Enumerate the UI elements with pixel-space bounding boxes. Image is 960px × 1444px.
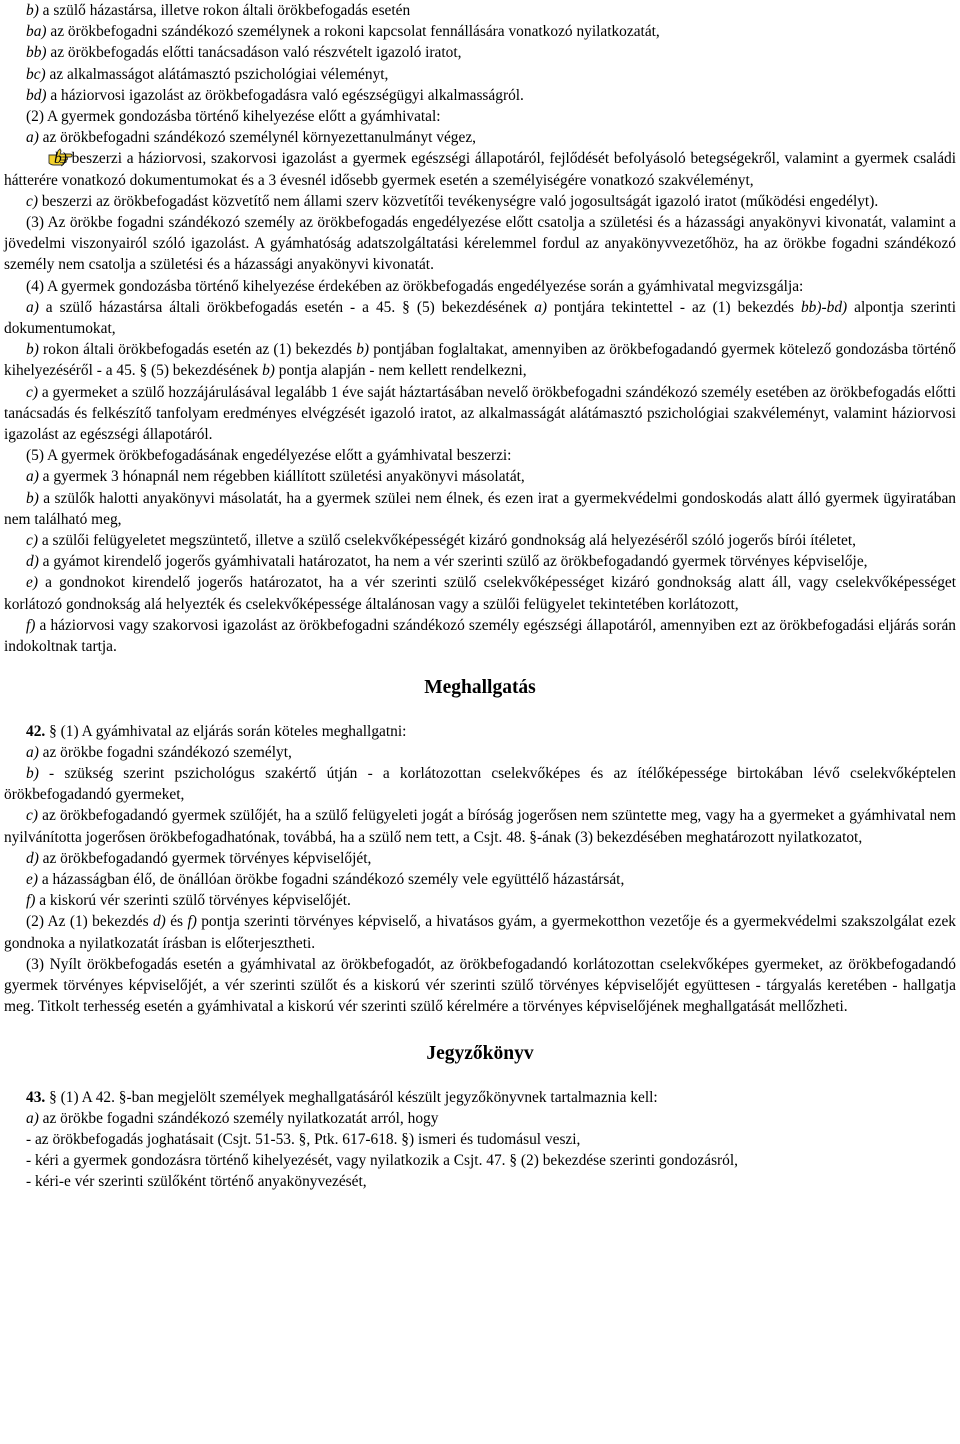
item-text: rokon általi örökbefogadás esetén az (1) bekezdés: [38, 341, 357, 359]
item-43a: [4, 1108, 956, 1129]
item-42f: [4, 890, 956, 911]
item-label: b): [26, 764, 39, 782]
paragraph-5: (5) A gyermek örökbefogadásának engedélyezése előtt a gyámhivatal beszerzi:: [26, 447, 512, 465]
item-label: ba): [26, 23, 47, 41]
item-text: az örökbefogadni szándékozó személynek a rokoni kapcsolat fennállására vonatkozó nyilatkozatát,: [46, 23, 660, 41]
ref-label: a): [534, 298, 548, 316]
item-label: f): [26, 616, 36, 634]
item-label: bb): [26, 44, 47, 62]
item-42b: [4, 763, 956, 805]
item-label: b): [54, 150, 67, 168]
item-text: a szülők halotti anyakönyvi másolatát, ha a gyermek szülei nem élnek, és ezen irat a gyermekvédelmi gondoskodás alatt álló gyermek ügyiratában nem található meg,: [4, 489, 956, 528]
item-text: a szülő házastársa, illetve rokon általi örökbefogadás esetén: [38, 2, 411, 19]
item-text: - szükség szerint pszichológus szakértő útján - a korlátozottan cselekvőképes és az ítélőképessége birtokában lévő cselekvőképtelen örökbefogadandó gyermeket,: [4, 764, 956, 804]
item-ba: [4, 21, 956, 42]
item-label: c): [26, 807, 38, 825]
item-text: a gyermek 3 hónapnál nem régebben kiállított születési anyakönyvi másolatát,: [38, 468, 525, 486]
paragraph-42-2: [4, 911, 956, 953]
item-text: a háziorvosi vagy szakorvosi igazolást az örökbefogadni szándékozó személy egészségi állapotáról, amennyiben ezt az örökbefogadási eljárás során indokoltnak tartja.: [4, 616, 956, 656]
item-text: § (1) A gyámhivatal az eljárás során köteles meghallgatni:: [45, 722, 407, 740]
item-label: e): [26, 574, 38, 592]
section-number: 43.: [26, 1088, 46, 1106]
item-text: beszerzi az örökbefogadást közvetítő nem állami szerv közvetítői tevékenységre való jogosultságát igazoló iratot (működési engedélyt).: [37, 192, 879, 210]
item-4b: [4, 339, 956, 381]
item-text: (2) Az (1) bekezdés: [26, 913, 153, 931]
item-text: az örökbe fogadni szándékozó személy nyilatkozatát arról, hogy: [38, 1109, 439, 1127]
item-text: és: [165, 913, 188, 931]
item-text: a gyámot kirendelő jogerős gyámhivatali határozatot, ha nem a vér szerinti szülő az örökbefogadandó gyermek törvényes képviselője,: [38, 553, 868, 571]
section-43-intro: [4, 1087, 956, 1108]
item-label: a): [26, 743, 39, 761]
ref-label: d): [152, 913, 166, 931]
paragraph-2: (2) A gyermek gondozásba történő kihelyezése előtt a gyámhivatal:: [26, 108, 441, 126]
paragraph-42-3: (3) Nyílt örökbefogadás esetén a gyámhivatal az örökbefogadót, az örökbefogadandó korlátozottan cselekvőképes gyermeket, az örökbefogadandó gyermek törvényes képviselőjét, a vér szerinti szülőt és a kiskorú vér szerinti szülő törvényes képviselőjét együttesen - tárgyalás keretében - hallgatja meg. Titkolt terhesség esetén a gyámhivatal a kiskorú vér szerinti szülő kérelmére a törvényes képviselőjének meghallgatását mellőzheti.: [4, 955, 956, 1016]
ref-label: b): [356, 341, 370, 359]
item-4a: [4, 297, 956, 339]
item-text: a kiskorú vér szerinti szülő törvényes képviselőjét.: [35, 892, 351, 910]
item-text: az örökbefogadandó gyermek szülőjét, ha a szülő felügyeleti jogát a bíróság jogerősen nem szüntette meg, vagy ha a gyermeket a gyámhivatal nem nyilvánította jogerősen örökbefogadhatónak, továbbá, ha a szülő nem tett, a Csjt. 48. §-ának (3) bekezdésében meghatározott nyilatkozatot,: [4, 807, 956, 846]
item-bd: [4, 85, 956, 106]
item-text: az örökbefogadandó gyermek törvényes képviselőjét,: [38, 849, 372, 867]
item-42e: [4, 869, 956, 890]
item-5f: [4, 615, 956, 657]
item-label: c): [26, 192, 38, 210]
pointing-hand-icon[interactable]: [26, 148, 52, 166]
item-text: a szülői felügyeletet megszüntető, illetve a szülő cselekvőképességét kizáró gondnokság alá helyezéséről szóló jogerős bírói ítéletet,: [37, 532, 856, 550]
item-2a: [4, 127, 956, 148]
item-text: az örökbe fogadni szándékozó személyt,: [38, 743, 292, 761]
item-text: az örökbefogadás előtti tanácsadáson való részvételt igazoló iratot,: [46, 44, 462, 62]
item-text: beszerzi a háziorvosi, szakorvosi igazolást a gyermek egészségi állapotáról, fejlődését befolyásoló betegségekről, valamint a gyermek családi hátterére vonatkozó dokumentumokat és a 3 évesnél idősebb gyermek esetén a személyiségére vonatkozó szakvéleményt,: [4, 150, 956, 189]
item-label: b): [26, 2, 39, 19]
item-2c: [4, 191, 956, 212]
dash-item: - kéri-e vér szerinti szülőként történő anyakönyvezését,: [26, 1173, 367, 1191]
section-heading-meghallgatas: Meghallgatás: [424, 677, 536, 699]
item-text: az örökbefogadni szándékozó személynél környezettanulmányt végez,: [38, 129, 476, 147]
item-text: az alkalmasságot alátámasztó pszichológiai véleményt,: [45, 65, 389, 83]
item-text: a szülő házastársa általi örökbefogadás esetén - a 45. § (5) bekezdésének: [38, 298, 535, 316]
item-label: e): [26, 870, 38, 888]
item-4c: [4, 382, 956, 446]
item-text: pontjában foglaltakat, amennyiben az örökbefogadandó gyermek kötelező gondozásba történő kihelyezéséről - a 45. § (5) bekezdésének: [4, 341, 956, 380]
item-5c: [4, 530, 956, 551]
item-label: c): [26, 383, 38, 401]
item-text: a házasságban élő, de önállóan örökbe fogadni szándékozó személy vele együttélő házastársát,: [37, 870, 625, 888]
item-label: d): [26, 553, 39, 571]
item-label: a): [26, 468, 39, 486]
dash-item: - kéri a gyermek gondozásra történő kihelyezését, vagy nyilatkozik a Csjt. 47. § (2) bekezdése szerinti gondozásról,: [26, 1152, 739, 1170]
item-5a: [4, 466, 956, 487]
item-42a: [4, 742, 956, 763]
item-label: f): [26, 892, 36, 910]
item-text: pontjára tekintettel - az (1) bekezdés: [547, 298, 801, 316]
item-text: § (1) A 42. §-ban megjelölt személyek meghallgatásáról készült jegyzőkönyvnek tartalmaznia kell:: [45, 1088, 658, 1106]
item-label: a): [26, 1109, 39, 1127]
item-42c: [4, 805, 956, 847]
item-text: pontja szerinti törvényes képviselő, a hivatásos gyám, a gyermekotthon vezetője és a gyermekvédelmi szakszolgálat ezek gondnoka a nyilatkozatát írásban is előterjesztheti.: [4, 913, 956, 952]
item-text: a háziorvosi igazolást az örökbefogadásra való egészségügyi alkalmasságról.: [46, 86, 524, 104]
item-text: a gondnokot kirendelő jogerős határozatot, ha a vér szerinti szülő cselekvőképességet kizáró gondnokság alatt áll, vagy cselekvőképességet korlátozó gondnokság alá helyezték és cselekvőképessége általánosan vagy a szülői felügyelet tekintetében korlátozott,: [4, 574, 956, 613]
item-label: d): [26, 849, 39, 867]
item-bb: [4, 42, 956, 63]
paragraph-3: (3) Az örökbe fogadni szándékozó személy az örökbefogadás engedélyezése előtt csatolja a születési és a házassági anyakönyvi kivonatát, valamint a jövedelmi viszonyairól szóló igazolást. A gyámhatóság adatszolgáltatási kérelemmel fordul az anyakönyvvezetőhöz, ha az örökbe fogadni szándékozó személy nem csatolja a születési és a házassági anyakönyvi kivonatát.: [4, 214, 956, 274]
item-label: a): [26, 129, 39, 147]
item-text: alpontja szerinti dokumentumokat,: [4, 298, 956, 338]
item-label: a): [26, 298, 39, 316]
item-bc: [4, 64, 956, 85]
section-heading-jegyzokonyv: Jegyzőkönyv: [426, 1043, 534, 1065]
paragraph-4: (4) A gyermek gondozásba történő kihelyezése érdekében az örökbefogadás engedélyezése során a gyámhivatal megvizsgálja:: [26, 277, 804, 295]
item-text: a gyermeket a szülő hozzájárulásával legalább 1 éve saját háztartásában nevelő örökbefogadni szándékozó személy esetében az örökbefogadás előtti tanácsadás és felkészítő tanfolyam eredményes elvégzését igazoló iratot, az alkalmasságát alátámasztó pszichológiai szakvéleményt, valamint háziorvosi igazolást az egészségi állapotáról.: [4, 383, 956, 444]
item-label: bc): [26, 65, 46, 83]
section-number: 42.: [26, 722, 46, 740]
item-2b: [4, 148, 956, 190]
item-label: bd): [26, 86, 47, 104]
section-42-intro: [4, 721, 956, 742]
item-label: c): [26, 532, 38, 550]
ref-label: f): [187, 913, 197, 931]
ref-label: bb)-bd): [800, 298, 848, 316]
item-5b: [4, 488, 956, 530]
item-label: b): [26, 489, 39, 507]
item-42d: [4, 848, 956, 869]
item-text: pontja alapján - nem kellett rendelkezni,: [274, 362, 527, 380]
item-b: [4, 0, 956, 21]
item-5e: [4, 572, 956, 614]
ref-label: b): [262, 362, 275, 380]
item-5d: [4, 551, 956, 572]
dash-item: - az örökbefogadás joghatásait (Csjt. 51-53. §, Ptk. 617-618. §) ismeri és tudomásul veszi,: [26, 1130, 581, 1148]
item-label: b): [26, 341, 39, 359]
